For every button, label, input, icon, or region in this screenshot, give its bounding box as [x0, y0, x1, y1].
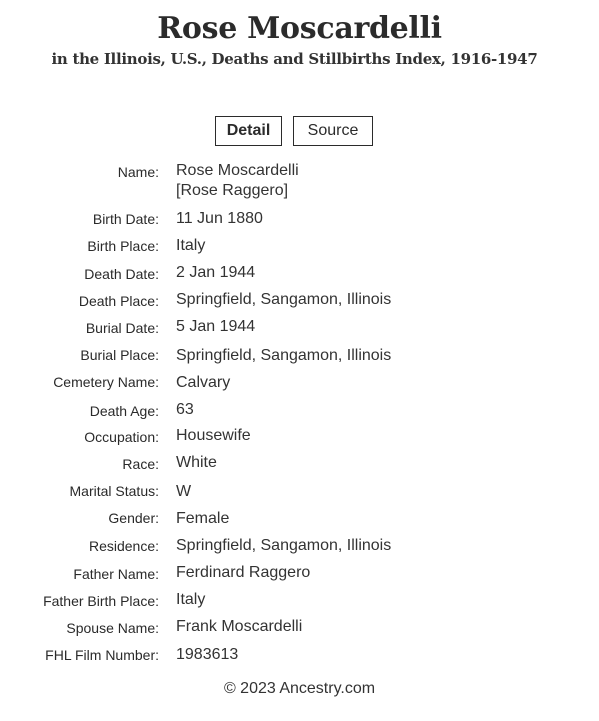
page-subtitle: in the Illinois, U.S., Deaths and Stillbirths Index, 1916-1947	[51, 50, 538, 68]
value-birth-date: 11 Jun 1880	[176, 210, 263, 227]
label-fhl-film-number: FHL Film Number:	[45, 647, 159, 663]
label-death-place: Death Place:	[78, 293, 159, 309]
label-burial-date: Burial Date:	[85, 320, 159, 336]
tab-source[interactable]: Source	[293, 116, 373, 146]
label-marital-status: Marital Status:	[69, 483, 159, 499]
value-fhl-film-number: 1983613	[176, 646, 239, 663]
value-residence: Springfield, Sangamon, Illinois	[176, 537, 392, 554]
label-birth-place: Birth Place:	[87, 238, 159, 254]
value-occupation: Housewife	[176, 427, 251, 444]
tab-detail[interactable]: Detail	[215, 116, 282, 146]
label-birth-date: Birth Date:	[92, 211, 159, 227]
label-father-birth-place: Father Birth Place:	[43, 593, 159, 609]
value-death-date: 2 Jan 1944	[176, 264, 256, 281]
label-death-date: Death Date:	[84, 266, 159, 282]
value-death-age: 63	[176, 401, 194, 418]
label-spouse-name: Spouse Name:	[66, 620, 159, 636]
label-cemetery-name: Cemetery Name:	[53, 374, 159, 390]
label-gender: Gender:	[108, 510, 159, 526]
record-tabs	[215, 116, 373, 146]
label-occupation: Occupation:	[84, 429, 159, 445]
value-birth-place: Italy	[176, 237, 206, 254]
page-title: Rose Moscardelli	[157, 11, 442, 46]
value-cemetery-name: Calvary	[176, 374, 231, 391]
value-burial-date: 5 Jan 1944	[176, 318, 256, 335]
value-death-place: Springfield, Sangamon, Illinois	[176, 291, 392, 308]
label-residence: Residence:	[88, 538, 159, 554]
label-death-age: Death Age:	[89, 403, 159, 419]
label-race: Race:	[122, 456, 159, 472]
value-father-name: Ferdinard Raggero	[176, 564, 311, 581]
value-burial-place: Springfield, Sangamon, Illinois	[176, 347, 392, 364]
value-father-birth-place: Italy	[176, 591, 206, 608]
value-name: Rose Moscardelli	[176, 162, 299, 179]
value-name-alt: [Rose Raggero]	[176, 182, 289, 199]
value-spouse-name: Frank Moscardelli	[176, 618, 303, 635]
label-father-name: Father Name:	[73, 566, 159, 582]
value-gender: Female	[176, 510, 230, 527]
label-name: Name:	[117, 164, 159, 180]
value-race: White	[176, 454, 217, 471]
label-burial-place: Burial Place:	[80, 347, 159, 363]
copyright-footer: © 2023 Ancestry.com	[223, 680, 376, 697]
value-marital-status: W	[176, 483, 192, 500]
